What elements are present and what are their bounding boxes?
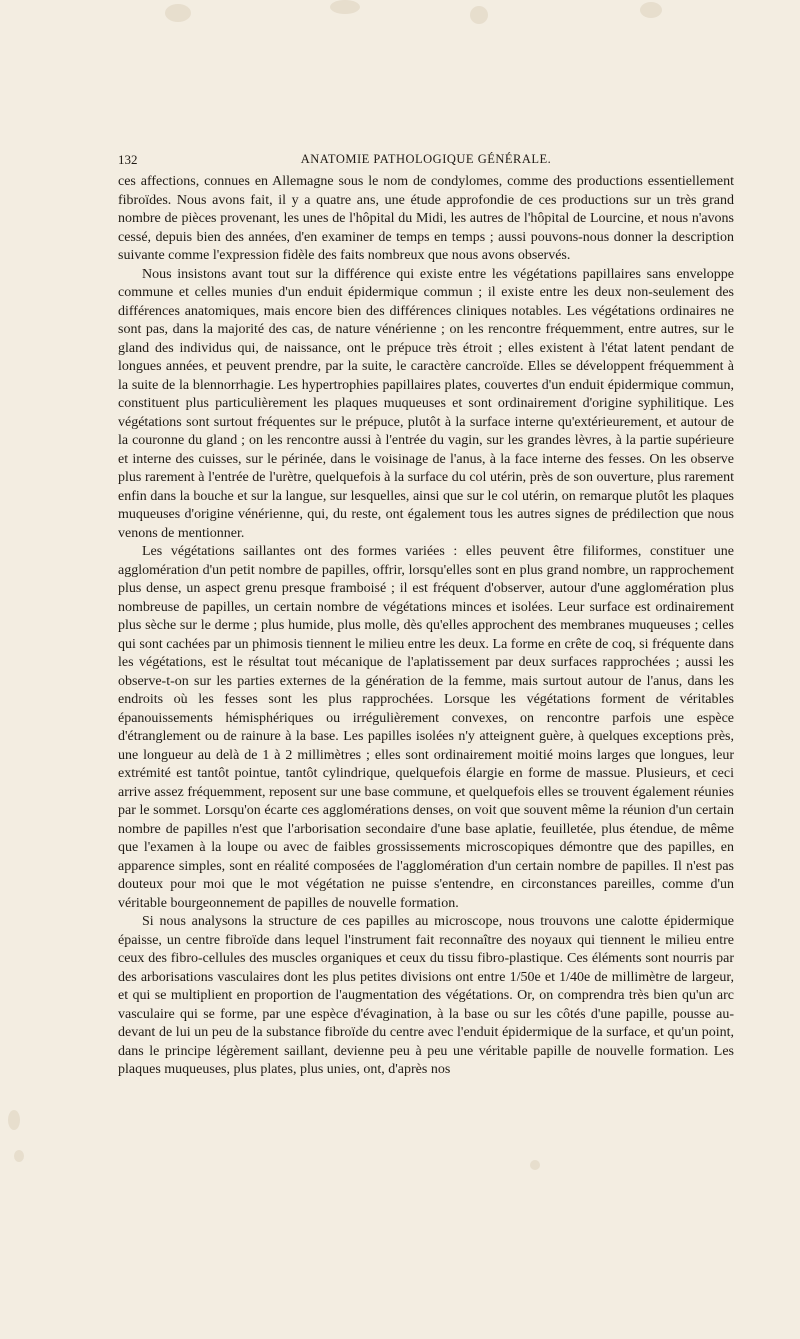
paragraph: Si nous analysons la structure de ces papilles au microscope, nous trouvons une calotte épidermique épaisse, un centre fibroïde dans lequel l'instrument fait reconnaître des noyaux qui tiennent le milieu entre ceux des fibro-cellules des muscles organiques et ceux du tissu fibro-plastique. Ces éléments sont nourris par des arborisations vasculaires dont les plus petites divisions ont entre 1/50e et 1/40e de millimètre de largeur, et qui se multiplient en proportion de l'augmentation des végétations. Or, on comprendra très bien qu'un arc vasculaire qui se forme, par une espèce d'évagination, à la base ou sur les côtés d'une papille, pousse au-devant de lui un peu de la substance fibroïde du centre avec l'enduit épidermique de la surface, et qu'un point, dans le principe légèrement saillant, devienne peu à peu une véritable papille de nouvelle formation. Les plaques muqueuses, plus plates, plus unies, ont, d'après nos (118, 914, 734, 1077)
paper-stain (330, 0, 360, 14)
running-head: ANATOMIE PATHOLOGIQUE GÉNÉRALE. (300, 152, 552, 166)
page-number: 132 (118, 152, 138, 167)
paper-stain (530, 1160, 540, 1170)
paper-stain (14, 1150, 24, 1162)
paper-stain (8, 1110, 20, 1130)
paper-stain (640, 2, 662, 18)
paragraph: Les végétations saillantes ont des formes variées : elles peuvent être filiformes, constituer une agglomération d'un petit nombre de papilles, offrir, lorsqu'elles sont en plus grand nombre, un rapprochement plus dense, un aspect grenu presque framboisé ; il est fréquent d'observer, autour d'une agglomération plus nombreuse de papilles, un certain nombre de végétations minces et isolées. Leur surface est ordinairement plus sèche sur le derme ; plus humide, plus molle, dès qu'elles approchent des membranes muqueuses ; celles qui sont cachées par un phimosis tiennent le milieu entre les deux. La forme en crête de coq, si fréquente dans les végétations, est le résultat tout mécanique de l'aplatissement par deux surfaces rapprochées ; aussi les observe-t-on sur les parties externes de la génération de la femme, mais surtout autour de l'anus, dans les endroits où les fesses sont les plus rapprochées. Lorsque les végétations forment de véritables épanouissements hémisphériques ou irrégulièrement convexes, on rencontre parfois une espèce d'étranglement ou de rainure à la base. Les papilles isolées n'y atteignent guère, à quelques exceptions près, une longueur au delà de 1 à 2 millimètres ; elles sont ordinairement moitié moins larges que longues, leur extrémité est tantôt pointue, tantôt cylindrique, quelquefois élargie en forme de massue. Plusieurs, et ceci arrive assez fréquemment, reposent sur une base commune, et quelquefois elles se trouvent également réunies par le sommet. Lorsqu'on écarte ces agglomérations denses, on voit que souvent même la réunion d'un certain nombre de papilles n'est que l'arborisation secondaire d'une base aplatie, feuilletée, plus étendue, de même que l'examen à la loupe ou avec de faibles grossissements microscopiques démontre que des papilles, en apparence simples, sont en réalité composées de l'agglomération d'un certain nombre de papilles. Il n'est pas douteux pour moi que le mot végétation ne puisse s'entendre, en circonstances pareilles, comme d'un véritable bourgeonnement de papilles de nouvelle formation. (118, 544, 734, 911)
body-text (118, 173, 734, 1080)
paper-stain (165, 4, 191, 22)
page-header (118, 152, 734, 170)
paragraph: Nous insistons avant tout sur la différence qui existe entre les végétations papillaires sans enveloppe commune et celles munies d'un enduit épidermique commun ; il existe entre les deux non-seulement des différences anatomiques, mais encore bien des différences cliniques notables. Les végétations ordinaires ne sont pas, dans la majorité des cas, de nature vénérienne ; on les rencontre fréquemment, entre autres, sur le gland des individus qui, de naissance, ont le prépuce très étroit ; elles existent à l'état latent pendant de longues années, et peuvent prendre, par la suite, le caractère cancroïde. Elles se développent fréquemment à la suite de la blennorrhagie. Les hypertrophies papillaires plates, couvertes d'un enduit épidermique commun, constituent plus particulièrement les plaques muqueuses et sont ordinairement d'origine syphilitique. Les végétations sont surtout fréquentes sur le prépuce, plutôt à la surface interne qu'extérieurement, et autour de la couronne du gland ; on les rencontre aussi à l'entrée du vagin, sur les grandes lèvres, à la partie supérieure et interne des cuisses, sur le périnée, dans le voisinage de l'anus, à la face interne des fesses. On les observe plus rarement à l'entrée de l'urètre, quelquefois à la surface du col utérin, près de son ouverture, plus rarement enfin dans la bouche et sur la langue, sur lesquelles, ainsi que sur le col utérin, on remarque plutôt les plaques muqueuses d'origine vénérienne, qui, du reste, ont également tous les autres signes de prédilection que nous venons de mentionner. (118, 266, 734, 541)
paragraph: ces affections, connues en Allemagne sous le nom de condylomes, comme des productions essentiellement fibroïdes. Nous avons fait, il y a quatre ans, une étude approfondie de ces productions sur un très grand nombre de pièces provenant, les unes de l'hôpital du Midi, les autres de l'hôpital de Lourcine, et nous n'avons cessé, depuis bien des années, d'en examiner de temps en temps ; aussi pouvons-nous donner la description suivante comme l'expression fidèle des faits nombreux que nous avons observés. (118, 174, 734, 263)
paper-stain (470, 6, 488, 24)
